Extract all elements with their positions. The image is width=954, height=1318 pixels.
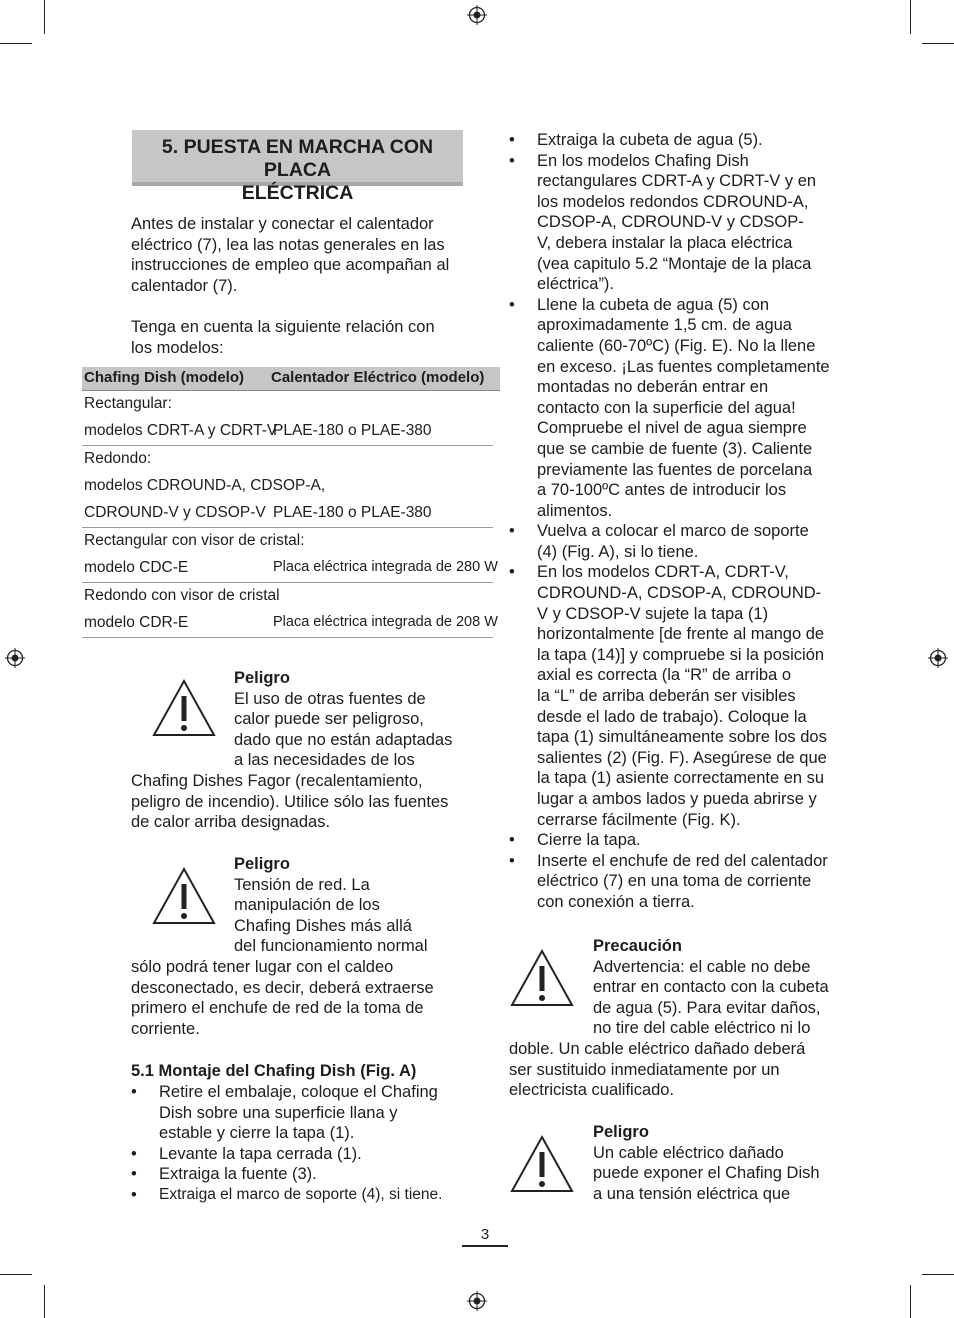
list-item-line: V y CDSOP-V sujete la tapa (1): [537, 604, 769, 623]
warning-line: electricista cualificado.: [509, 1081, 675, 1100]
table-cell-heater: Placa eléctrica integrada de 208 W: [273, 614, 498, 630]
table-body: [82, 391, 500, 638]
warning-1: [234, 668, 452, 771]
warning-line: ser sustituido inmediatamente por un: [509, 1060, 780, 1079]
list-item-line: rectangulares CDRT-A y CDRT-V y en: [537, 172, 817, 191]
section-heading: [132, 130, 463, 204]
list-item-line: • Levante la tapa cerrada (1).: [159, 1144, 362, 1163]
registration-mark-icon: [467, 1291, 487, 1311]
list-item-line: Compruebe el nivel de agua siempre: [537, 419, 807, 438]
warning-3-continued: [509, 1039, 805, 1101]
list-item-line: contacto con la superficie del agua!: [537, 398, 796, 417]
warning-line: peligro de incendio). Utilice sólo las fuentes: [131, 792, 449, 811]
warning-4-title: Peligro: [593, 1123, 649, 1141]
table-row: [82, 610, 498, 638]
subsection-title: 5.1 Montaje del Chafing Dish (Fig. A): [131, 1062, 417, 1080]
warning-line: Advertencia: el cable no debe: [593, 957, 811, 976]
models-table: [82, 367, 500, 638]
intro-line: calentador (7).: [131, 276, 238, 295]
warning-1-continued: [131, 771, 448, 833]
crop-mark: [44, 0, 45, 34]
list-item-line: lugar a ambos lados y pueda abrirse y: [537, 790, 817, 808]
table-row: [82, 528, 500, 555]
relation-line: los modelos:: [131, 338, 224, 357]
list-item: [509, 562, 849, 830]
table-cell-heater: PLAE-180 o PLAE-380: [273, 504, 432, 521]
list-item-line: a 70-100ºC antes de introducir los: [537, 481, 787, 500]
crop-mark: [922, 1274, 954, 1275]
crop-mark: [0, 1274, 32, 1275]
warning-line: a las necesidades de los: [234, 751, 415, 770]
list-item-line: (4) (Fig. A), si lo tiene.: [537, 542, 699, 561]
warning-triangle-icon: [509, 1134, 575, 1194]
table-cell-model: Rectangular:: [84, 395, 172, 412]
table-cell-heater: PLAE-180 o PLAE-380: [273, 422, 432, 439]
list-item: [509, 521, 849, 562]
warning-line: sólo podrá tener lugar con el caldeo: [131, 958, 394, 976]
page-number: 3: [462, 1226, 508, 1247]
table-row: [82, 555, 498, 583]
list-item: [131, 1144, 471, 1165]
table-cell-heater: Placa eléctrica integrada de 280 W: [273, 559, 498, 575]
list-item-line: salientes (2) (Fig. F). Asegúrese de que: [537, 748, 827, 767]
list-item-line: • Vuelva a colocar el marco de soporte: [537, 522, 809, 541]
warning-line: El uso de otras fuentes de: [234, 689, 426, 708]
list-item-line: aproximadamente 1,5 cm. de agua: [537, 316, 792, 335]
intro-line: eléctrico (7), lea las notas generales en las: [131, 235, 445, 254]
crop-mark: [910, 0, 911, 34]
warning-3: [593, 936, 829, 1039]
list-item-line: • Extraiga el marco de soporte (4), si tiene.: [159, 1185, 443, 1203]
table-row: [82, 500, 493, 528]
warning-line: Un cable eléctrico dañado: [593, 1143, 784, 1162]
list-item-line: con conexión a tierra.: [537, 892, 695, 911]
table-row: [82, 391, 500, 418]
relation-paragraph: [131, 317, 435, 358]
list-item-line: cerrarse fácilmente (Fig. K).: [537, 810, 741, 829]
crop-mark: [910, 1285, 911, 1318]
list-item-line: montadas no deberán entrar en: [537, 378, 769, 397]
warning-line: entrar en contacto con la cubeta: [593, 978, 829, 997]
right-column-bullets: [509, 130, 849, 913]
warning-line: corriente.: [131, 1019, 200, 1038]
warning-line: calor puede ser peligroso,: [234, 710, 424, 729]
warning-line: a una tensión eléctrica que: [593, 1184, 791, 1203]
warning-2: [234, 854, 428, 957]
warning-line: primero el enchufe de red de la toma de: [131, 999, 424, 1018]
list-item-line: estable y cierre la tapa (1).: [159, 1124, 355, 1143]
warning-triangle-icon: [151, 678, 217, 738]
list-item-line: (vea capitulo 5.2 “Montaje de la placa: [537, 254, 812, 273]
list-item-line: alimentos.: [537, 501, 613, 520]
table-cell-model: Redondo con visor de cristal: [84, 587, 280, 604]
list-item-line: caliente (60-70ºC) (Fig. E). No la llene: [537, 336, 816, 355]
list-item: [131, 1082, 471, 1144]
warning-line: Tensión de red. La: [234, 875, 370, 894]
list-item-line: V, debera instalar la placa eléctrica: [537, 233, 793, 252]
crop-mark: [0, 43, 32, 44]
list-item: [131, 1164, 471, 1185]
warning-line: del funcionamiento normal: [234, 937, 428, 956]
list-item: [509, 851, 849, 913]
registration-mark-icon: [928, 648, 948, 668]
warning-2-continued: [131, 957, 434, 1039]
warning-line: de agua (5). Para evitar daños,: [593, 998, 821, 1017]
list-item-line: • Inserte el enchufe de red del calentador: [537, 851, 828, 870]
list-item-line: la “L” de arriba deberán ser visibles: [537, 687, 796, 706]
warning-line: Chafing Dishes más allá: [234, 916, 412, 935]
table-header-model: Chafing Dish (modelo): [84, 369, 244, 386]
registration-mark-icon: [467, 5, 487, 25]
crop-mark: [44, 1285, 45, 1318]
list-item-line: en exceso. ¡Las fuentes completamente: [537, 357, 830, 376]
section-heading-line2: ELÉCTRICA: [241, 182, 354, 204]
warning-line: Chafing Dishes Fagor (recalentamiento,: [131, 772, 423, 790]
intro-line: Antes de instalar y conectar el calentador: [131, 215, 434, 233]
warning-line: no tire del cable eléctrico ni lo: [593, 1019, 811, 1038]
warning-2-title: Peligro: [234, 855, 290, 873]
table-row: [82, 446, 500, 473]
relation-line: Tenga en cuenta la siguiente relación con: [131, 318, 435, 336]
warning-line: manipulación de los: [234, 896, 380, 915]
list-item-line: que se cambie de fuente (3). Caliente: [537, 439, 813, 458]
list-item-line: horizontalmente [de frente al mango de: [537, 625, 825, 644]
list-item-line: eléctrico (7) en una toma de corriente: [537, 872, 812, 891]
warning-line: desconectado, es decir, deberá extraerse: [131, 978, 434, 997]
intro-line: instrucciones de empleo que acompañan al: [131, 256, 450, 275]
table-cell-model: modelos CDROUND-A, CDSOP-A,: [84, 477, 326, 494]
registration-mark-icon: [5, 648, 25, 668]
table-header: [82, 367, 500, 391]
table-cell-model: modelos CDRT-A y CDRT-V: [84, 422, 278, 439]
list-item-line: los modelos redondos CDROUND-A,: [537, 192, 809, 211]
warning-triangle-icon: [509, 948, 575, 1008]
list-item-line: • En los modelos Chafing Dish: [537, 151, 749, 170]
list-item-line: • Extraiga la cubeta de agua (5).: [537, 131, 763, 149]
list-item: [131, 1185, 471, 1206]
list-item-line: desde el lado de trabajo). Coloque la: [537, 707, 807, 726]
warning-line: dado que no están adaptadas: [234, 730, 453, 749]
list-item-line: axial es correcta (la “R” de arriba o: [537, 666, 792, 685]
warning-3-title: Precaución: [593, 937, 682, 955]
list-item: [509, 151, 849, 295]
list-item: [509, 295, 849, 522]
warning-line: de calor arriba designadas.: [131, 813, 331, 832]
list-item-line: • Extraiga la fuente (3).: [159, 1165, 317, 1184]
warning-line: puede exponer el Chafing Dish: [593, 1164, 820, 1183]
list-item: [509, 130, 849, 151]
list-item-line: • Cierre la tapa.: [537, 831, 641, 850]
list-item-line: tapa (1) simultáneamente sobre los dos: [537, 728, 827, 747]
list-item-line: Dish sobre una superficie llana y: [159, 1103, 398, 1122]
list-item-line: CDSOP-A, CDROUND-V y CDSOP-: [537, 213, 804, 232]
list-item-line: • Retire el embalaje, coloque el Chafing: [159, 1083, 438, 1101]
warning-line: doble. Un cable eléctrico dañado deberá: [509, 1040, 806, 1058]
table-cell-model: CDROUND-V y CDSOP-V: [84, 504, 266, 521]
warning-1-title: Peligro: [234, 669, 290, 687]
list-item-line: • Llene la cubeta de agua (5) con: [537, 295, 770, 314]
crop-mark: [922, 43, 954, 44]
intro-paragraph: [131, 214, 449, 296]
warning-4: [593, 1122, 820, 1204]
table-row: [82, 418, 493, 446]
list-item-line: CDROUND-A, CDSOP-A, CDROUND-: [537, 584, 822, 603]
list-item-line: eléctrica”).: [537, 275, 615, 294]
list-item-line: • En los modelos CDRT-A, CDRT-V,: [537, 563, 789, 582]
section-heading-line1: 5. PUESTA EN MARCHA CON PLACA: [161, 136, 434, 181]
table-cell-model: Redondo:: [84, 450, 152, 467]
subsection-bullets: [131, 1082, 471, 1206]
list-item-line: la tapa (1) asiente correctamente en su: [537, 769, 825, 788]
list-item: [509, 830, 849, 851]
table-cell-model: Rectangular con visor de cristal:: [84, 532, 305, 549]
table-row: [82, 473, 500, 500]
table-cell-model: modelo CDR-E: [84, 614, 189, 631]
table-row: [82, 583, 500, 610]
table-header-heater: Calentador Eléctrico (modelo): [271, 369, 485, 386]
list-item-line: la tapa (14)] y compruebe si la posición: [537, 645, 825, 664]
list-item-line: previamente las fuentes de porcelana: [537, 460, 813, 479]
warning-triangle-icon: [151, 866, 217, 926]
table-cell-model: modelo CDC-E: [84, 559, 189, 576]
